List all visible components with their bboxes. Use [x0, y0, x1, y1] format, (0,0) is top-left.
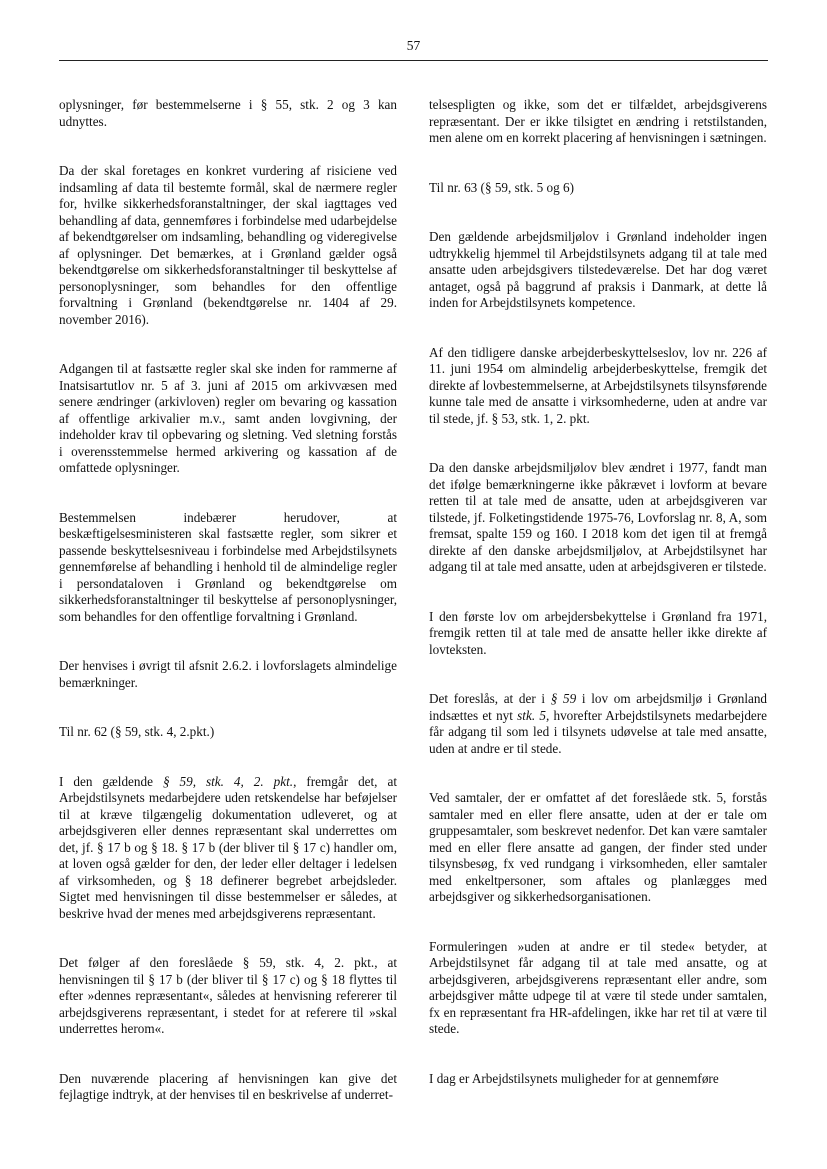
- paragraph-text: Da den danske arbejdsmiljølov blev ændret i 1977, fandt man det ifølge bemærkningerne ikke påkrævet i lovform at bevare retten til at tale med de ansatte, uden at arbejdsgiveren var tilstede, jf. Folketingstidende 1975-76, Lovforslag nr. 8, A, som fremsat, spalte 159 og 160. I 2018 kom det igen til at fremgå direkte af den danske arbejdsmiljølov, at Arbejdstilsynet har adgang til at tale med ansatte, uden at arbejdsgiveren er tilstede.: [429, 460, 767, 574]
- paragraph: [429, 939, 767, 1038]
- paragraph: [429, 229, 767, 312]
- left-column: [59, 97, 397, 1137]
- paragraph: [429, 609, 767, 659]
- paragraph-text: Den gældende arbejdsmiljølov i Grønland indeholder ingen udtrykkelig hjemmel til Arbejdstilsynets adgang til at tale med ansatte uden arbejdsgivers tilstedeværelse. Det har dog været antaget, også på baggrund af praksis i Danmark, at dette lå inden for Arbejdstilsynets kompetence.: [429, 229, 767, 310]
- page-number: 57: [406, 38, 421, 53]
- paragraph-text: Det følger af den foreslåede § 59, stk. 4, 2. pkt., at henvisningen til § 17 b (der bliver til § 17 c) og § 18 flyttes til efter »dennes repræsentant«, således at henvisning refererer til arbejdsgiverens repræsentant, i stedet for at referere til »skal underrettes herom«.: [59, 955, 397, 1036]
- paragraph-text: Formuleringen »uden at andre er til stede« betyder, at Arbejdstilsynet får adgang til at tale med ansatte, og at arbejdsgiveren, arbejdsgiverens repræsentant eller andre, som arbejdsgiver måtte udpege til at være til stede under samtalen, fx en repræsentant fra HR-afdelingen, ikke har ret til at være til stede.: [429, 938, 767, 1036]
- paragraph-text: oplysninger, før bestemmelserne i § 55, stk. 2 og 3 kan udnyttes.: [59, 97, 397, 129]
- paragraph: [59, 510, 397, 626]
- paragraph-text: Adgangen til at fastsætte regler skal ske inden for rammerne af Inatsisartutlov nr. 5 af 3. juni af 2015 om arkivvæsen med senere ændringer (arkivloven) regler om bevaring og kassation af offentlige arkivalier m.v., samt anden lovgivning, der indeholder krav til opbevaring og sletning. Ved sletning forstås i overensstemmelse hermed arkivering og kassation af de omfattede oplysninger.: [59, 361, 397, 475]
- paragraph: [59, 724, 397, 741]
- paragraph: [59, 774, 397, 923]
- italic-reference: § 59, stk. 4, 2. pkt.: [162, 773, 294, 789]
- right-column: [429, 97, 767, 1120]
- paragraph-text: hvorefter Arbejdstilsynets medarbejdere får adgang til som led i tilsynets udøvelse at tale med ansatte, uden at andre er til stede.: [429, 707, 768, 756]
- paragraph: [59, 163, 397, 328]
- paragraph: [59, 1071, 397, 1104]
- paragraph-text: , fremgår det, at Arbejdstilsynets medarbejdere uden retskendelse har beføjelser til at kræve tilgængelig dokumentation udleveret, og at arbejdsgiveren eller dennes repræsentant skal underrettes om det, jf. § 17 b og § 18. § 17 b (der bliver til § 17 c) handler om, at loven også gælder for den, der leder eller deltager i ledelsen af virksomheden, og § 18 definerer begrebet arbejdsleder. Sigtet med henvisningen til disse bestemmelser er således, at beskrive hvad der menes med arbejdsgiverens repræsentant.: [59, 773, 397, 921]
- paragraph-text: I dag er Arbejdstilsynets muligheder for at gennemføre: [429, 1070, 719, 1086]
- paragraph: [59, 658, 397, 691]
- paragraph-text: Ved samtaler, der er omfattet af det foreslåede stk. 5, forstås samtaler med en eller flere ansatte, uden at der er tale om gruppesamtaler, som beskrevet nedenfor. Det kan være samtaler med en eller flere ansatte ad gangen, der finder sted under tilsynsbesøg, fx ved rundgang i virksomheden, eller samtaler med enkeltpersoner, som aftales og planlægges med arbejdsgiver og sikkerhedsorganisationen.: [429, 790, 767, 904]
- paragraph: [429, 97, 767, 147]
- italic-reference: § 59: [550, 691, 577, 706]
- paragraph-text: Af den tidligere danske arbejderbeskyttelseslov, lov nr. 226 af 11. juni 1954 om almindelig arbejderbeskyttelse, fremgik det direkte af lovbestemmelserne, at Arbejdstilsynets tilsynsførende kunne tale med de ansatte i virksomhederne, uden at andre var til stede, jf. § 53, stk. 1, 2. pkt.: [429, 344, 767, 426]
- paragraph-text: Den nuværende placering af henvisningen kan give det fejlagtige indtryk, at der henvises til en beskrivelse af underret-: [59, 1070, 397, 1102]
- paragraph-text: Bestemmelsen indebærer herudover, at beskæftigelsesministeren skal fastsætte regler, som sikrer et passende beskyttelsesniveau i forbindelse med Arbejdstilsynets gennemførelse af behandling i henhold til de almindelige regler i persondataloven i Grønland og bekendtgørelse om sikkerhedsforanstaltninger til beskyttelse af personoplysninger, som behandles for den offentlige forvaltning i Grønland.: [59, 509, 397, 624]
- paragraph: [429, 691, 767, 757]
- paragraph-text: Til nr. 63 (§ 59, stk. 5 og 6): [429, 179, 574, 195]
- paragraph-text: Der henvises i øvrigt til afsnit 2.6.2. i lovforslagets almindelige bemærkninger.: [59, 658, 397, 690]
- paragraph-text: i lov om arbejdsmiljø i Grønland indsættes et nyt: [429, 691, 768, 723]
- paragraph: [429, 790, 767, 906]
- italic-reference: stk. 5,: [517, 707, 550, 723]
- paragraph: [429, 1071, 767, 1088]
- paragraph: [59, 361, 397, 477]
- paragraph: [429, 345, 767, 428]
- paragraph-text: Til nr. 62 (§ 59, stk. 4, 2.pkt.): [59, 724, 215, 739]
- paragraph-text: Det foreslås, at der i: [429, 691, 551, 706]
- paragraph-text: Da der skal foretages en konkret vurdering af risiciene ved indsamling af data til bestemte formål, skal de nærmere regler for, hvilke sikkerhedsforanstaltninger, der skal iagttages ved behandling af data, gennemføres i forbindelse med udarbejdelse af bekendtgørelser om indsamling, behandling og videregivelse af oplysninger. Det bemærkes, at i Grønland gælder også bekendtgørelse om sikkerhedsforanstaltninger til beskyttelse af personoplysninger, som behandles for den offentlige forvaltning i Grønland (bekendtgørelse nr. 1404 af 29. november 2016).: [59, 163, 397, 327]
- paragraph: [59, 97, 397, 130]
- paragraph-text: I den første lov om arbejdersbekyttelse i Grønland fra 1971, fremgik retten til at tale med de ansatte heller ikke direkte af lovteksten.: [429, 608, 767, 657]
- paragraph-text: telsespligten og ikke, som det er tilfældet, arbejdsgiverens repræsentant. Der er ikke tilsigtet en ændring i retstilstanden, men alene om en korrekt placering af henvisningen i sætningen.: [429, 97, 767, 145]
- paragraph: [429, 460, 767, 576]
- paragraph-text: I den gældende: [59, 773, 163, 789]
- header-rule: [59, 60, 768, 61]
- paragraph: [59, 955, 397, 1038]
- paragraph: [429, 180, 767, 197]
